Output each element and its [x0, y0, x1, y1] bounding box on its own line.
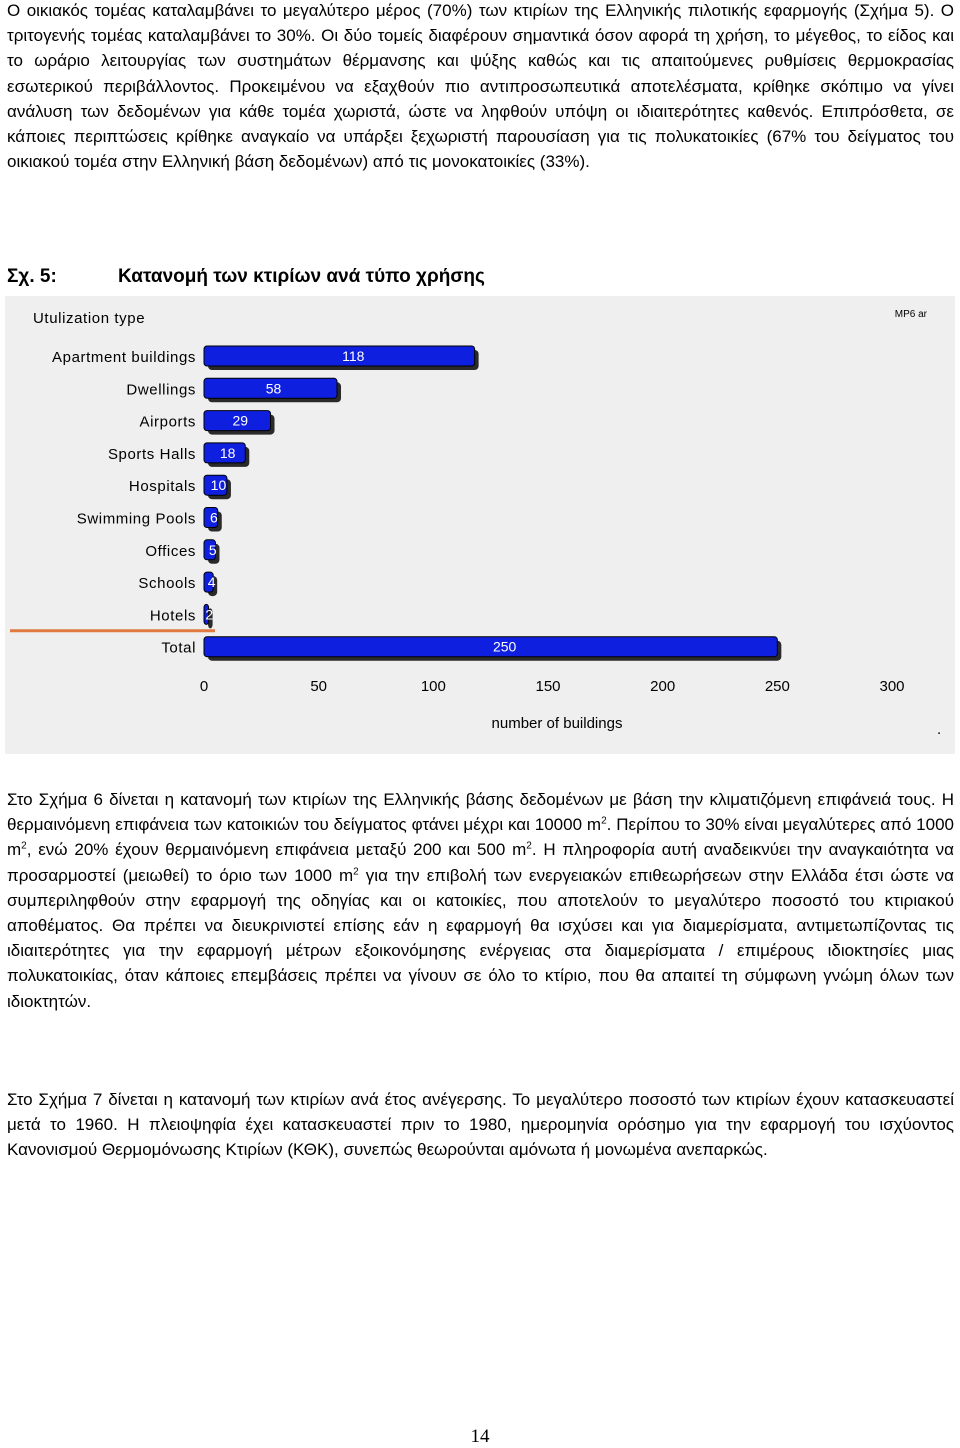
category-label: Airports — [139, 413, 196, 431]
data-label: 58 — [265, 380, 282, 397]
data-label: 10 — [210, 477, 227, 494]
intro-paragraph: Ο οικιακός τομέας καταλαμβάνει το μεγαλύτερο μέρος (70%) των κτιρίων της Ελληνικής πιλοτικής εφαρμογής (Σχήμα 5). Ο τριτογενής τομέας καταλαμβάνει το 30%. Οι δύο τομείς διαφέρουν σημαντικά όσον αφορά τη χρήση, το μέγεθος, το είδος και το ωράριο λειτουργίας των συστημάτων θέρμανσης και ψύξης καθώς και τις απαιτούμενες ρυθμίσεις θερμοκρασίας εσωτερικού περιβάλλοντος. Προκειμένου να εξαχθούν πιο αντιπροσωπευτικά αποτελέσματα, κρίθηκε σκόπιμο να γίνει ανάλυση των δεδομένων για κάθε τομέα χωριστά, ώστε να ληφθούν υπόψη οι ιδιαιτερότητες καθενός. Επιπρόσθετα, σε κάποιες περιπτώσεις κρίθηκε αναγκαίο να υπάρξει ξεχωριστή παρουσίαση για τις πολυκατοικίες (67% του δείγματος του οικιακού τομέα στην Ελληνική βάση δεδομένων) από τις μονοκατοικίες (33%). — [7, 1, 954, 172]
x-tick-label: 300 — [879, 678, 905, 695]
x-tick-label: 50 — [310, 678, 328, 695]
chart-svg — [5, 296, 955, 754]
category-label: Apartment buildings — [52, 349, 196, 366]
data-label: 29 — [232, 412, 249, 429]
chart-corner-label: MP6 ar — [894, 309, 927, 320]
construction-year-paragraph: Στο Σχήμα 7 δίνεται η κατανομή των κτιρίων ανά έτος ανέγερσης. Το μεγαλύτερο ποσοστό των κτιρίων έχουν κατασκευαστεί μετά το 1960. Η πλειοψηφία έχει κατασκευαστεί πριν το 1980, ημερομηνία ορόσημο για την εφαρμογή του ισχύοντος Κανονισμού Θερμομόνωσης Κτιρίων (ΚΘΚ), συνεπώς θεωρούνται αμόνωτα ή μονωμένα ανεπαρκώς. — [7, 1090, 954, 1160]
trailing-mark: . — [937, 721, 942, 738]
category-label: Schools — [138, 575, 196, 593]
x-tick-label: 250 — [764, 678, 790, 695]
data-label: 250 — [492, 638, 517, 655]
category-label: Total — [161, 639, 196, 657]
figure-number: Σχ. 5: — [7, 266, 57, 287]
x-tick-label: 200 — [650, 678, 676, 695]
data-label: 4 — [207, 574, 216, 591]
data-label: 2 — [205, 606, 214, 623]
x-tick-label: 0 — [199, 678, 209, 695]
chart-title: Utulization type — [33, 310, 146, 327]
data-label: 118 — [342, 348, 365, 364]
x-axis-title: number of buildings — [491, 715, 623, 732]
x-tick-label: 100 — [420, 678, 446, 695]
page-number: 14 — [470, 1426, 490, 1447]
data-label: 5 — [208, 541, 217, 558]
category-label: Hotels — [149, 607, 196, 625]
category-label: Hospitals — [128, 478, 196, 496]
category-label: Swimming Pools — [76, 510, 196, 528]
bar — [204, 346, 475, 366]
area-distribution-paragraph: Στο Σχήμα 6 δίνεται η κατανομή των κτιρίων της Ελληνικής βάσης δεδομένων με βάση την κλιματιζόμενη επιφάνειά τους. Η θερμαινόμενη επιφάνεια των κατοικιών του δείγματος φτάνει μέχρι και 10000 $m^2$. Περίπου το 30% είναι μεγαλύτερες από 1000 $m^2$, ενώ 20% έχουν θερμαινόμενη επιφάνεια μεταξύ 200 και 500 $m^2$. Η πληροφορία αυτή αναδεικνύει την αναγκαιότητα να προσαρμοστεί (μειωθεί) το όριο των 1000 $m^2$ για την επιβολή των ενεργειακών επιθεωρήσεων στην Ελλάδα έτσι ώστε να συμπεριληφθούν στην εφαρμογή της οδηγίας και οι κατοικίες, που αποτελούν το μεγαλύτερο ποσοστό του κτιριακού αποθέματος. Θα πρέπει να διευκρινιστεί επίσης εάν η εφαρμογή θα ισχύσει και για διαμερίσματα, αντιμετωπίζοντας τις ιδιαιτερότητες για την εφαρμογή μέτρων εξοικονόμησης ενέργειας στα διαμερίσματα / επιμέρους ιδιοκτησίες μιας πολυκατοικίας, όταν κάποιες επεμβάσεις πρέπει να γίνουν σε όλο το κτίριο, που θα απαιτεί τη σύμφωνη γνώμη όλων των ιδιοκτητών. — [7, 790, 954, 1011]
data-label: 6 — [209, 509, 218, 526]
bar-chart — [5, 296, 955, 754]
figure-title: Κατανομή των κτιρίων ανά τύπο χρήσης — [118, 266, 485, 287]
data-label: 18 — [219, 444, 236, 461]
category-label: Sports Halls — [107, 445, 196, 463]
x-tick-label: 150 — [535, 678, 561, 695]
category-label: Offices — [145, 542, 196, 560]
bar — [204, 637, 777, 657]
category-label: Dwellings — [126, 381, 196, 399]
